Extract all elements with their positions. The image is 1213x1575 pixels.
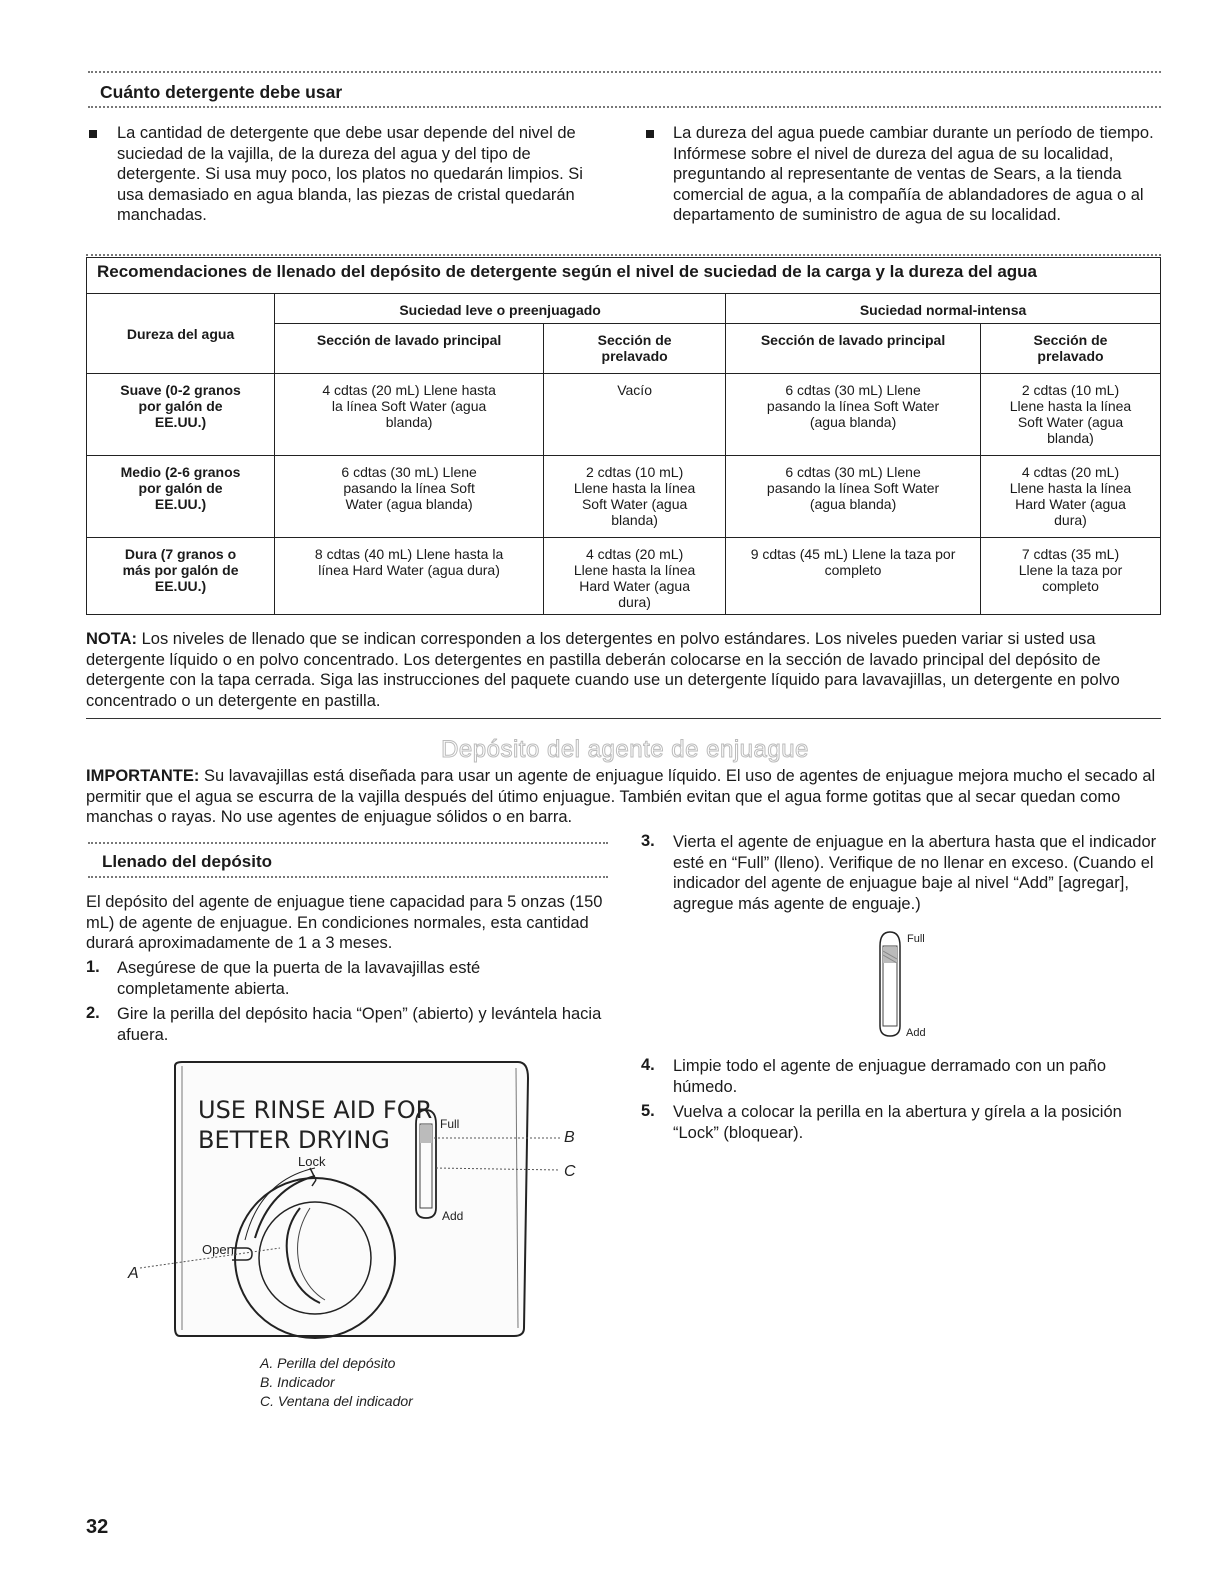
fill-title: Llenado del depósito <box>102 852 273 871</box>
table-row <box>87 538 1161 615</box>
note-label: NOTA: <box>86 630 138 648</box>
row-hardness: Medio (2-6 granos por galón de EE.UU.) <box>87 456 275 538</box>
bullet-icon <box>646 130 654 138</box>
cell-light-pre: Vacío <box>544 374 726 456</box>
label-c: C <box>564 1163 576 1180</box>
sub-main-header: Sección de lavado principal <box>726 324 981 374</box>
bullet-text-left: La cantidad de detergente que debe usar depende del nivel de suciedad de la vajilla, de la dureza del agua y del tipo de detergente. Si usa muy poco, los platos no quedarán limpios. Si usa demasiado en agua blanda, las piezas de cristal quedarán manchadas. <box>117 124 583 224</box>
label-a: A <box>128 1265 139 1282</box>
divider-fill-title-bottom <box>88 876 608 878</box>
gauge-add-label: Add <box>906 1027 926 1039</box>
page-number: 32 <box>86 1516 109 1538</box>
cell-light-main: 6 cdtas (30 mL) Llene pasando la línea Soft Water (agua blanda) <box>275 456 544 538</box>
cell-light-main: 8 cdtas (40 mL) Llene hasta la línea Hard Water (agua dura) <box>275 538 544 615</box>
group-light-header: Suciedad leve o preenjuagado <box>275 294 726 324</box>
note-paragraph <box>86 629 1166 711</box>
step-number: 1. <box>86 958 100 976</box>
row-hardness: Suave (0-2 granos por galón de EE.UU.) <box>87 374 275 456</box>
gauge-full-label: Full <box>907 933 925 945</box>
row-hardness: Dura (7 granos o más por galón de EE.UU.) <box>87 538 275 615</box>
important-text: Su lavavajillas está diseñada para usar un agente de enjuague líquido. El uso de agentes de enjuague mejora mucho el secado al permitir que el agua se escurra de la vajilla después del útimo enjuague. También evitan que el agua forme gotitas que al secar quedan como manchas o rayas. No use agentes de enjuague sólidos o en barra. <box>86 767 1156 826</box>
lock-label: Lock <box>298 1154 326 1169</box>
step-text: Gire la perilla del depósito hacia “Open” (abierto) y levántela hacia afuera. <box>117 1005 602 1044</box>
step-number: 2. <box>86 1004 100 1022</box>
sub-pre-header: Sección de prelavado <box>544 324 726 374</box>
section-title: Cuánto detergente debe usar <box>100 82 343 102</box>
cell-normal-main: 6 cdtas (30 mL) Llene pasando la línea Soft Water (agua blanda) <box>726 456 981 538</box>
label-b: B <box>564 1129 575 1146</box>
sub-pre-header: Sección de prelavado <box>980 324 1160 374</box>
caption-a: A. Perilla del depósito <box>260 1355 396 1371</box>
step-number: 5. <box>641 1102 655 1120</box>
note-text: Los niveles de llenado que se indican corresponden a los detergentes en polvo estándares. Los niveles pueden variar si usted usa detergente líquido o en polvo concentrado. Los detergentes en pastilla deberán colocarse en la sección de lavado principal del depósito de detergente con la tapa cerrada. Siga las instrucciones del paquete cuando use un detergente líquido para lavavajillas, un detergente en polvo concentrado o un detergente en pastilla. <box>86 630 1120 710</box>
important-label: IMPORTANTE: <box>86 767 200 785</box>
step-number: 3. <box>641 832 655 850</box>
diagram-full-label: Full <box>440 1117 460 1131</box>
cell-light-pre: 4 cdtas (20 mL) Llene hasta la línea Hard Water (agua dura) <box>544 538 726 615</box>
group-normal-header: Suciedad normal-intensa <box>726 294 1161 324</box>
cell-normal-main: 6 cdtas (30 mL) Llene pasando la línea Soft Water (agua blanda) <box>726 374 981 456</box>
divider-table <box>86 254 1161 256</box>
divider-title <box>88 106 1161 108</box>
important-paragraph <box>86 766 1168 828</box>
cell-normal-main: 9 cdtas (45 mL) Llene la taza por completo <box>726 538 981 615</box>
divider-fill-title <box>88 842 608 844</box>
cell-normal-pre: 4 cdtas (20 mL) Llene hasta la línea Hard Water (agua dura) <box>980 456 1160 538</box>
step-text: Limpie todo el agente de enjuague derramado con un paño húmedo. <box>673 1057 1106 1096</box>
caption-c: C. Ventana del indicador <box>260 1393 413 1409</box>
detergent-table <box>86 257 1161 615</box>
col-hardness-header: Dureza del agua <box>87 294 275 374</box>
cell-normal-pre: 2 cdtas (10 mL) Llene hasta la línea Soft Water (agua blanda) <box>980 374 1160 456</box>
bullet-icon <box>89 130 97 138</box>
rinse-section-title: Depósito del agente de enjuague <box>441 736 809 763</box>
step-text: Vuelva a colocar la perilla en la abertura y gírela a la posición “Lock” (bloquear). <box>673 1103 1122 1142</box>
sub-main-header: Sección de lavado principal <box>275 324 544 374</box>
small-gauge-illustration <box>868 926 948 1042</box>
caption-b: B. Indicador <box>260 1374 335 1390</box>
divider-top <box>88 71 1161 73</box>
cell-light-main: 4 cdtas (20 mL) Llene hasta la línea Soft Water (agua blanda) <box>275 374 544 456</box>
cell-normal-pre: 7 cdtas (35 mL) Llene la taza por completo <box>980 538 1160 615</box>
dispenser-diagram <box>120 1058 600 1348</box>
table-row <box>87 456 1161 538</box>
diagram-add-label: Add <box>442 1209 464 1223</box>
open-label: Open <box>202 1242 234 1257</box>
step-number: 4. <box>641 1056 655 1074</box>
step-text: Asegúrese de que la puerta de la lavavajillas esté completamente abierta. <box>117 959 481 998</box>
bullet-text-right: La dureza del agua puede cambiar durante un período de tiempo. Infórmese sobre el nivel de dureza del agua de su localidad, preguntando al representante de ventas de Sears, a la tienda comercial de agua, a la compañía de ablandadores de agua o al departamento de suministro de agua de su localidad. <box>673 124 1154 224</box>
step-text: Vierta el agente de enjuague en la abertura hasta que el indicador esté en “Full” (lleno). Verifique de no llenar en exceso. (Cuando el indicador del agente de enjuague baje al nivel “Add” [agregar], agregue más agente de enguaje.) <box>673 833 1157 913</box>
table-row <box>87 374 1161 456</box>
section-rule <box>86 718 1161 719</box>
fill-intro: El depósito del agente de enjuague tiene capacidad para 5 onzas (150 mL) de agente de enjuague. En condiciones normales, esta cantidad durará aproximadamente de 1 a 3 meses. <box>86 893 603 952</box>
cell-light-pre: 2 cdtas (10 mL) Llene hasta la línea Soft Water (agua blanda) <box>544 456 726 538</box>
panel-text-line2: BETTER DRYING <box>198 1126 390 1154</box>
panel-text-line1: USE RINSE AID FOR <box>198 1096 433 1124</box>
table-title: Recomendaciones de llenado del depósito de detergente según el nivel de suciedad de la carga y la dureza del agua <box>87 258 1161 294</box>
